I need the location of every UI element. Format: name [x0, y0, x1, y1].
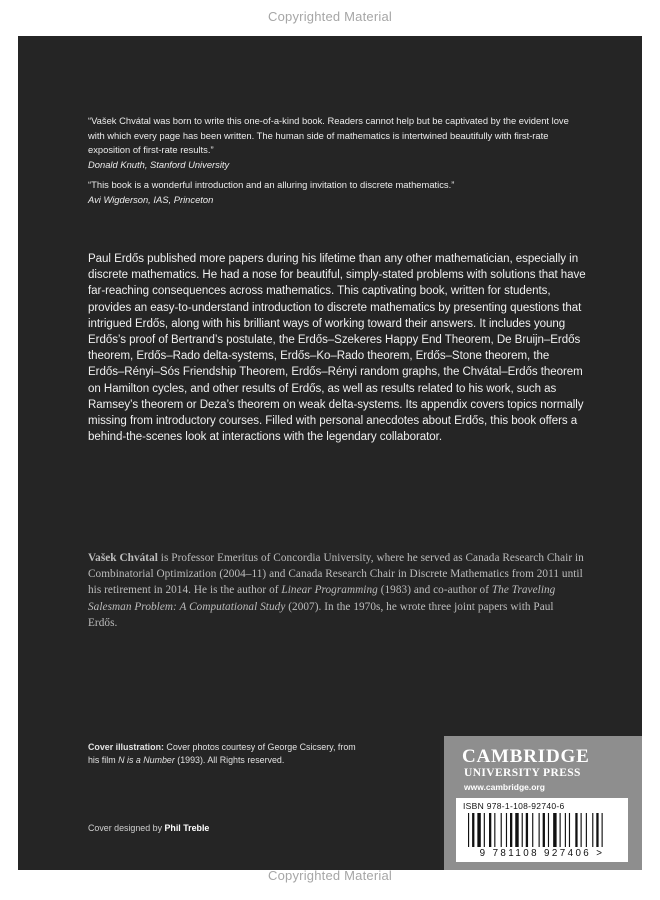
blurb-quote: “This book is a wonderful introduction and an alluring invitation to discrete mathematics.” [88, 179, 455, 190]
author-bio-text: (1983) and co-author of [377, 584, 492, 597]
publisher-logo: CAMBRIDGE [462, 746, 590, 767]
designer-label: Cover designed by [88, 823, 165, 833]
credit-label: Cover illustration: [88, 742, 164, 752]
publisher-subtitle: UNIVERSITY PRESS [464, 767, 581, 779]
barcode-bars-icon [466, 813, 618, 847]
isbn-label: ISBN 978-1-108-92740-6 [463, 801, 565, 811]
author-name: Vašek Chvátal [88, 552, 158, 564]
book-title: Linear Programming [281, 584, 378, 597]
cover-designer [88, 823, 209, 833]
book-back-cover [18, 36, 642, 870]
credit-text: (1993). All Rights reserved. [174, 755, 285, 766]
blurb-quote: “Vašek Chvátal was born to write this one-of-a-kind book. Readers cannot help but be captivated by the evident love with which every page has been written. The human side of mathematics is intertwined beautifully with first-rate exposition of first-rate results.” [88, 115, 569, 155]
cover-illustration-credit [88, 741, 368, 768]
book-title: The Traveling Salesman Problem: A Computational Study [88, 584, 556, 613]
publisher-panel [444, 736, 642, 870]
blurb-wigderson [88, 178, 588, 207]
author-bio-text: (2007). In the 1970s, he wrote three joint papers with Paul Erdős. [88, 600, 554, 629]
author-bio-text: is Professor Emeritus of Concordia University, where he served as Canada Research Chair in Combinatorial Optimization (2004–11) and Canada Research Chair in Discrete Mathematics from 2011 until his retirement in 2014. He is the author of [88, 552, 584, 597]
designer-name: Phil Treble [164, 823, 210, 833]
watermark-bottom: Copyrighted Material [268, 868, 392, 883]
barcode [456, 798, 628, 862]
blurb-attribution: Donald Knuth, Stanford University [88, 158, 230, 170]
barcode-digits: 9 781108 927406 > [479, 848, 605, 859]
watermark-top: Copyrighted Material [268, 9, 392, 24]
book-description: Paul Erdős published more papers during his lifetime than any other mathematician, especially in discrete mathematics. He had a nose for beautiful, simply-stated problems with solutions that have far-reaching consequences across mathematics. This captivating book, written for students, provides an easy-to-understand introduction to discrete mathematics by presenting questions that intrigued Erdős, along with his brilliant ways of working toward their answers. It includes young Erdős’s proof of Bertrand’s postulate, the Erdős–Szekeres Happy End Theorem, De Bruijn–Erdős theorem, Erdős–Rado delta-systems, Erdős–Ko–Rado theorem, Erdős–Stone theorem, the Erdős–Rényi–Sós Friendship Theorem, Erdős–Rényi random graphs, the Chvátal–Erdős theorem on Hamilton cycles, and other results of Erdős, as well as results related to his work, such as Ramsey’s theorem or Deza’s theorem on weak delta-systems. Its appendix covers topics normally missing from introductory courses. Filled with personal anecdotes about Erdős, this book offers a behind-the-scenes look at interactions with the legendary collaborator. [88, 253, 586, 444]
blurb-attribution: Avi Wigderson, IAS, Princeton [88, 193, 214, 205]
blurb-knuth [88, 114, 588, 172]
publisher-url: www.cambridge.org [464, 782, 545, 792]
film-title: N is a Number [118, 755, 175, 766]
credit-text: Cover photos courtesy of George Csicsery, from his film [88, 742, 356, 766]
author-bio [88, 550, 584, 631]
